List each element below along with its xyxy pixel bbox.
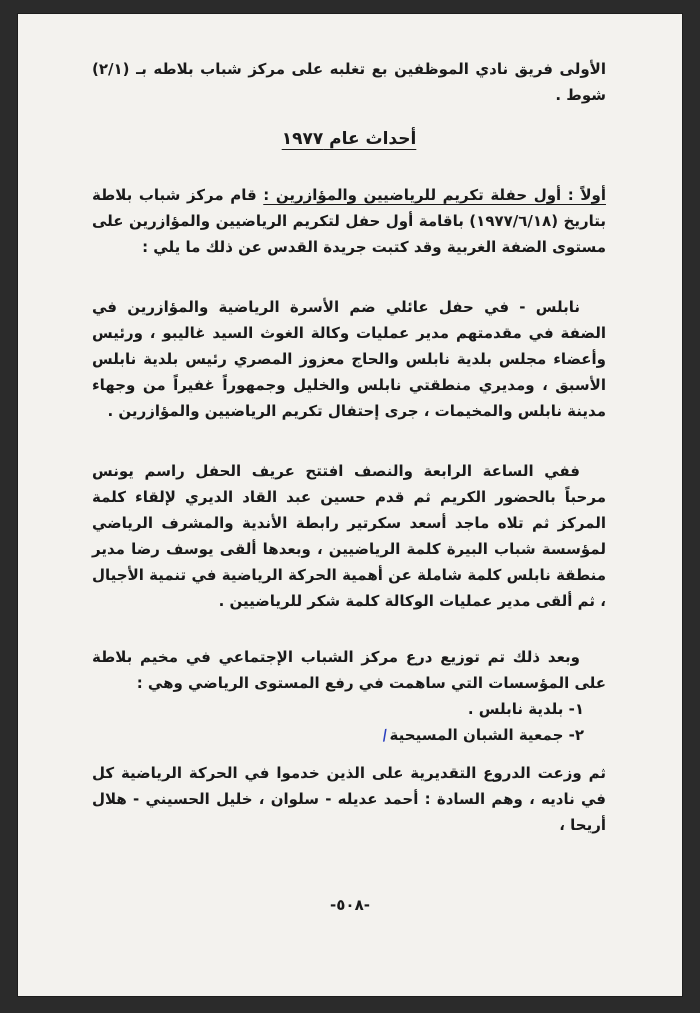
shields-paragraph: وبعد ذلك تم توزيع درع مركز الشباب الإجتماعي في مخيم بلاطة على المؤسسات التي ساهمت في رفع المستوى الرياضي وهي :: [92, 648, 606, 692]
section-one-text: قام مركز شباب بلاطة بتاريخ (١٩٧٧/٦/١٨) باقامة أول حفل لتكريم الرياضيين والمؤازرين على مستوى الضفة الغربية وقد كتبت جريدة القدس عن ذلك ما يلي :: [92, 186, 607, 256]
list-item-1: ١- بلدية نابلس .: [467, 700, 584, 718]
ceremony-paragraph: ففي الساعة الرابعة والنصف افتتح عريف الحفل راسم يونس مرحباً بالحضور الكريم ثم قدم حسين عبد القاد الديري لإلقاء كلمة المركز ثم تلاه ماجد أسعد سكرتير رابطة الأندية والمشرف الرياضي لمؤسسة شباب البيرة كلمة الرياضيين ، وبعدها ألقى يوسف رضا مدير منطقة نابلس كلمة شاملة عن أهمية الحركة الرياضية في تنمية الأجيال ، ثم ألقى مدير عمليات الوكالة كلمة شكر للرياضيين .: [92, 462, 606, 610]
list-item-2-text: ٢- جمعية الشبان المسيحية: [389, 726, 584, 744]
document-page: [18, 14, 682, 996]
page-body: [92, 56, 606, 996]
heading-text: أحداث عام ١٩٧٧: [281, 129, 417, 149]
news-paragraph: نابلس - في حفل عائلي ضم الأسرة الرياضية والمؤازرين في الضفة في مقدمتهم مدير عمليات وكالة الغوث السيد غاليبو ، ورئيس وأعضاء مجلس بلدية نابلس والحاج معزوز المصري رئيس بلدية نابلس الأسبق ، ومديري منطقتي نابلس والخليل وجمهوراً غفيراً من وجهاء مدينة نابلس والمخيمات ، جرى إحتفال تكريم الرياضيين والمؤازرين .: [92, 298, 606, 420]
section-one-lead: أولاً : أول حفلة تكريم للرياضيين والمؤازرين :: [263, 186, 606, 204]
section-one-paragraph: [92, 182, 606, 260]
list-item-2: [92, 722, 584, 748]
closing-paragraph: ثم وزعت الدروع التقديرية على الذين خدموا في الحركة الرياضية كل في ناديه ، وهم السادة : أحمد عديله - سلوان ، خليل الحسيني - هلال أريحا ،: [92, 764, 606, 834]
intro-paragraph: الأولى فريق نادي الموظفين بع تغلبه على مركز شباب بلاطه بـ (٢/١) شوط .: [92, 60, 606, 104]
section-heading: [92, 126, 606, 152]
pen-mark: /: [380, 725, 389, 745]
page-number: -٥٠٨-: [330, 896, 370, 914]
